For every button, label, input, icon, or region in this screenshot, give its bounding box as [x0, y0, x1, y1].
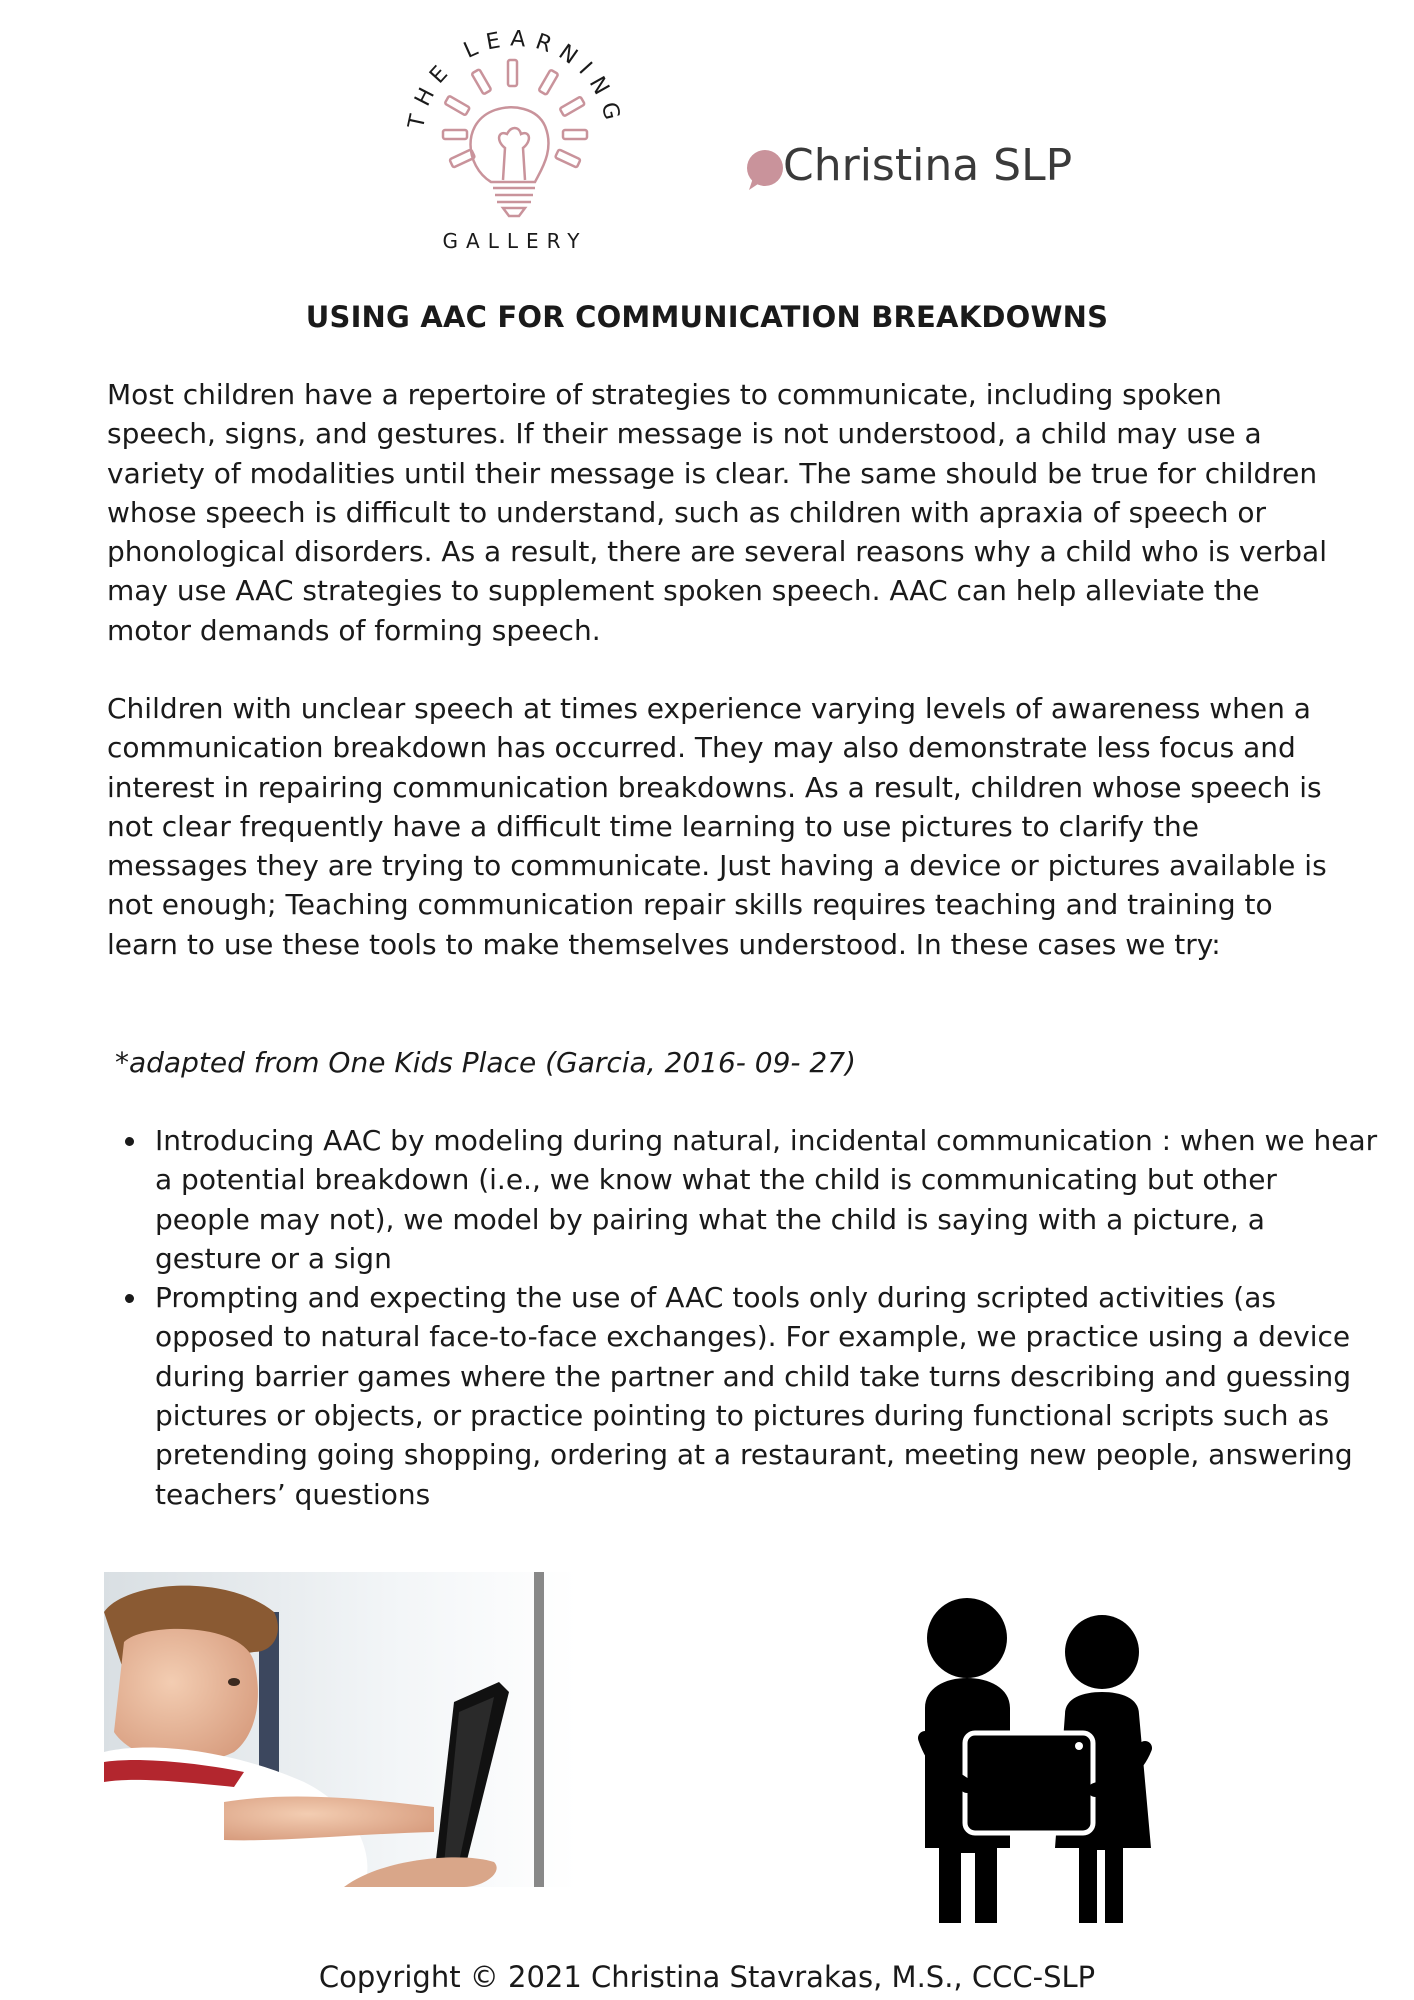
intro-paragraph: Most children have a repertoire of strategies to communicate, including spoken speech, signs, and gestures. If their message is not understood, a child may use a variety of modalities until their message is clear. The same should be true for children whose speech is difficult to understand, such as children with apraxia of speech or phonological disorders. As a result, there are several reasons why a child who is verbal may use AAC strategies to supplement spoken speech. AAC can help alleviate the motor demands of forming speech. [107, 378, 1327, 647]
child-using-tablet-photo [104, 1572, 577, 1887]
breakdown-paragraph-line1: Children with unclear speech at times experience varying levels of awareness when a [107, 692, 1311, 725]
logo-bottom-text: GALLERY [442, 229, 588, 253]
list-item: Prompting and expecting the use of AAC tools only during scripted activities (as opposed to natural face-to-face exchanges). For example, we practice using a device during barrier games where the partner and child take turns describing and guessing pictures or objects, or practice pointing to pictures during functional scripts such as pretending going shopping, ordering at a restaurant, meeting new people, answering teachers’ questions [155, 1278, 1380, 1514]
strategy-list [107, 1121, 1380, 1514]
christina-slp-logo [745, 138, 1073, 198]
list-item: Introducing AAC by modeling during natural, incidental communication : when we hear a potential breakdown (i.e., we know what the child is communicating but other people may not), we model by pairing what the child is saying with a picture, a gesture or a sign [155, 1121, 1380, 1278]
christina-slp-name: Christina SLP [783, 140, 1073, 191]
svg-text:THE LEARNING [404, 30, 626, 132]
logo-top-text: THE LEARNING [404, 30, 627, 131]
adapted-from-note: *adapted from One Kids Place (Garcia, 2016- 09- 27) [115, 1046, 856, 1079]
breakdown-paragraph-rest: communication breakdown has occurred. They may also demonstrate less focus and interest in repairing communication breakdowns. As a result, children whose speech is not clear frequently have a difficult time learning to use pictures to clarify the messages they are trying to communicate. Just having a device or pictures available is not enough; Teaching communication repair skills requires teaching and training to learn to use these tools to make themselves understood. In these cases we try: [107, 731, 1327, 961]
the-learning-gallery-logo [395, 30, 635, 255]
page-title: USING AAC FOR COMMUNICATION BREAKDOWNS [305, 300, 1109, 334]
copyright-footer: Copyright © 2021 Christina Stavrakas, M.S., CCC-SLP [318, 1960, 1096, 1994]
breakdown-paragraph [107, 689, 1327, 964]
two-children-with-tablet-icon [895, 1588, 1175, 1928]
